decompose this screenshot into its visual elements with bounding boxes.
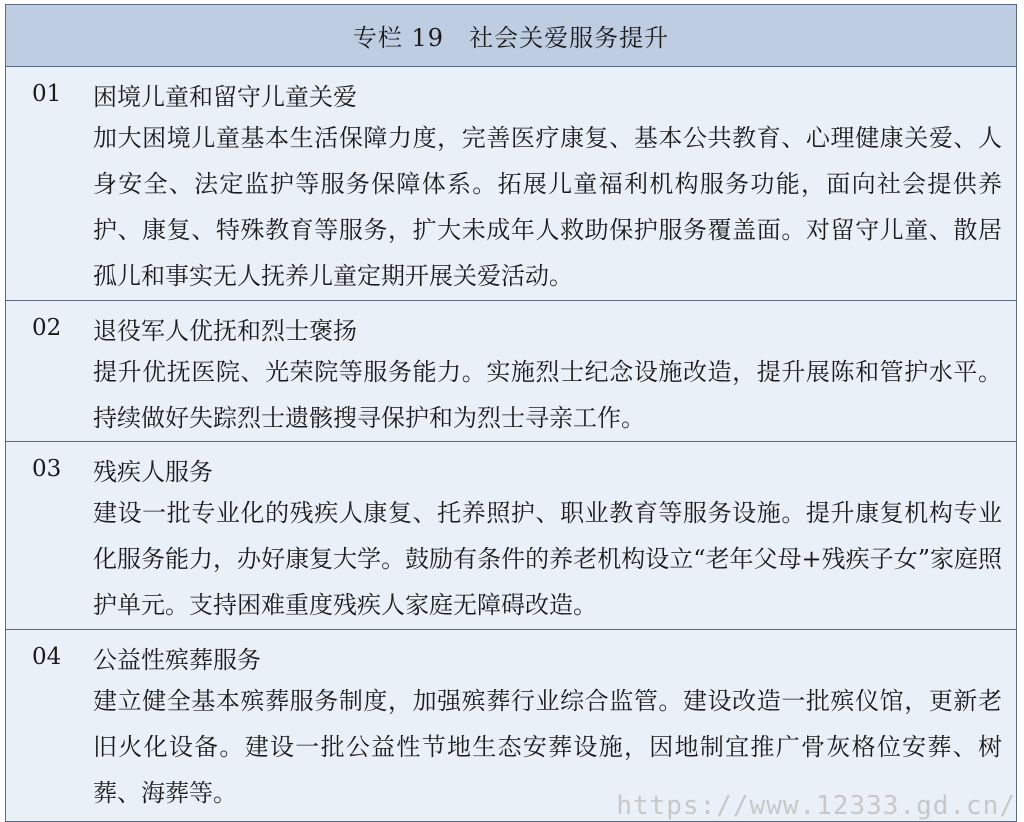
- section-body: 加大困境儿童基本生活保障力度，完善医疗康复、基本公共教育、心理健康关爱、人身安全、法定监护等服务保障体系。拓展儿童福利机构服务功能，面向社会提供养护、康复、特殊教育等服务，扩大未成年人救助保护服务覆盖面。对留守儿童、散居孤儿和事实无人抚养儿童定期开展关爱活动。: [93, 124, 1002, 290]
- section-number: 03: [32, 456, 62, 482]
- section-title: 残疾人服务: [93, 458, 213, 486]
- section-body: 建设一批专业化的残疾人康复、托养照护、职业教育等服务设施。提升康复机构专业化服务能力，办好康复大学。鼓励有条件的养老机构设立“老年父母+残疾子女”家庭照护单元。支持困难重度残疾人家庭无障碍改造。: [93, 499, 1002, 619]
- section-number: 04: [32, 644, 62, 670]
- section-number: 01: [32, 81, 62, 107]
- section-01: [6, 67, 1016, 301]
- section-02: [6, 301, 1016, 442]
- section-body: 提升优抚医院、光荣院等服务能力。实施烈士纪念设施改造，提升展陈和管护水平。持续做好失踪烈士遗骸搜寻保护和为烈士寻亲工作。: [93, 358, 1002, 432]
- section-title: 退役军人优抚和烈士褒扬: [93, 317, 357, 345]
- section-number: 02: [32, 315, 62, 341]
- feature-box: [5, 4, 1017, 822]
- section-title: 公益性殡葬服务: [93, 646, 261, 674]
- watermark-url: https://www.12333.gd.cn/: [616, 791, 1016, 821]
- box-title: 专栏 19 社会关爱服务提升: [6, 5, 1016, 67]
- section-03: [6, 442, 1016, 630]
- section-title: 困境儿童和留守儿童关爱: [93, 83, 357, 111]
- section-body: 建立健全基本殡葬服务制度，加强殡葬行业综合监管。建设改造一批殡仪馆，更新老旧火化设备。建设一批公益性节地生态安葬设施，因地制宜推广骨灰格位安葬、树葬、海葬等。: [93, 687, 1002, 807]
